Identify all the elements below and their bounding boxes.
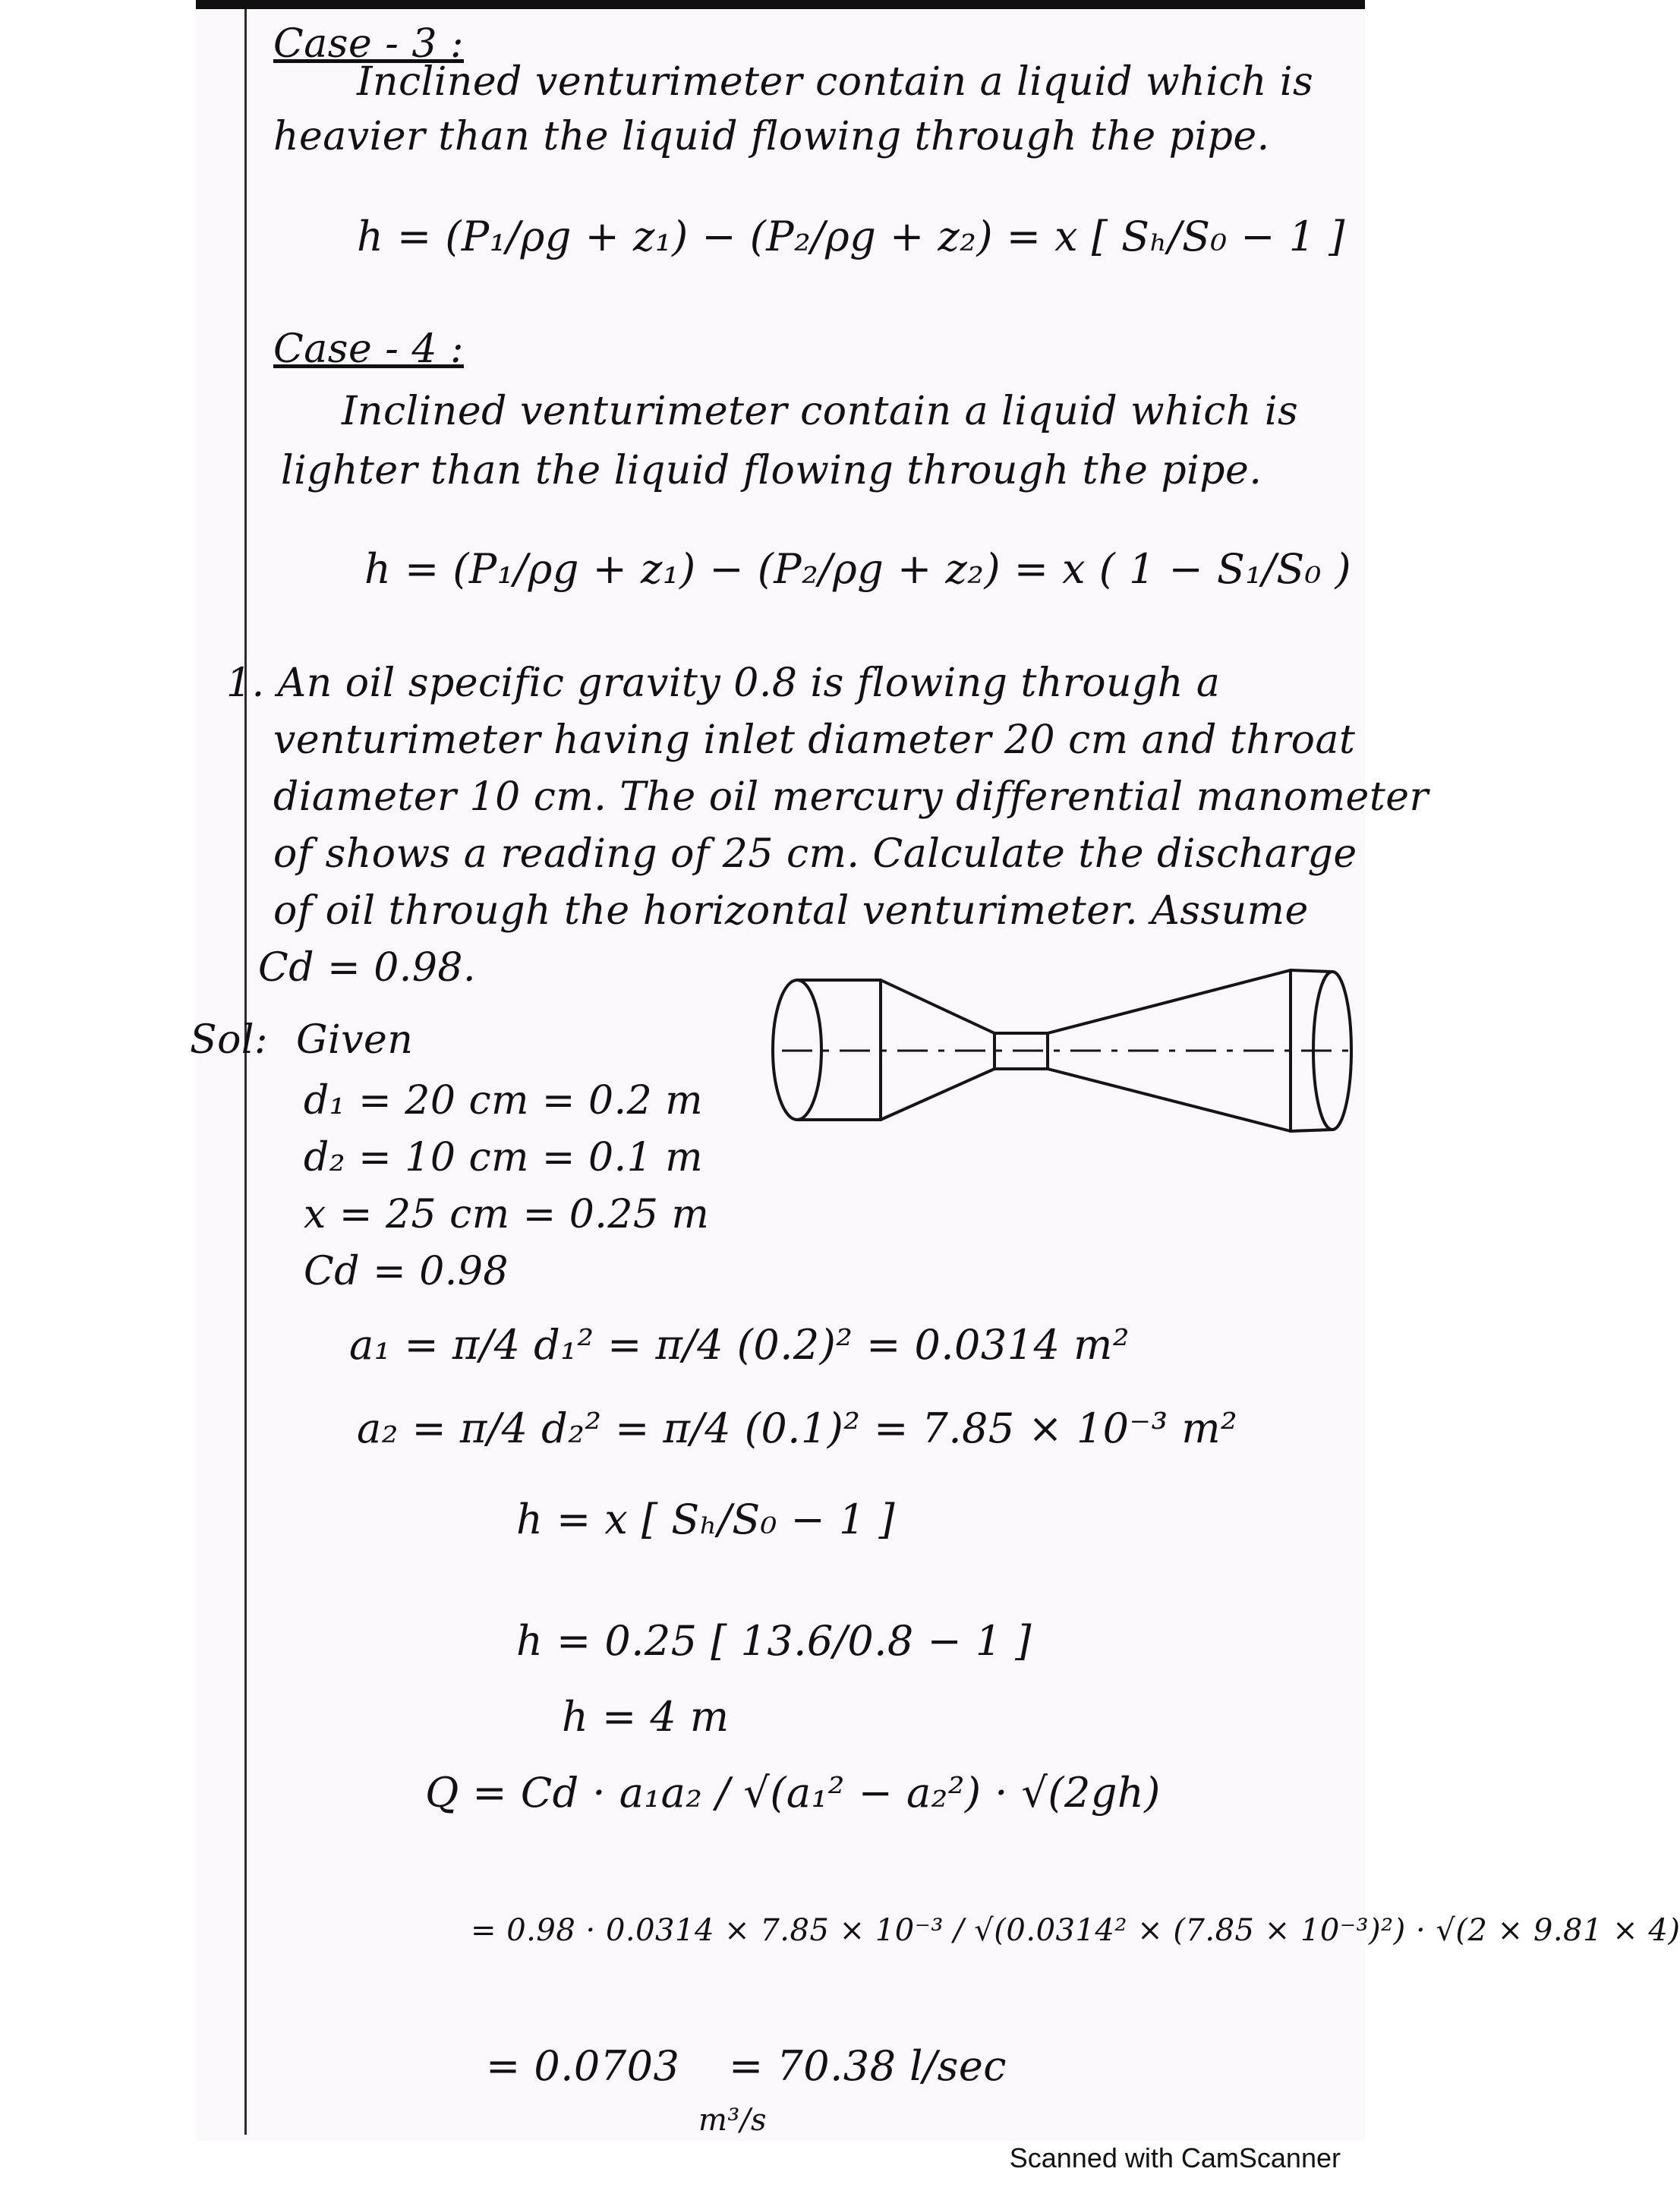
discharge-substitution: = 0.98 · 0.0314 × 7.85 × 10⁻³ / √(0.0314² × (7.85 × 10⁻³)²) · √(2 × 9.81 × 4) bbox=[471, 1913, 1680, 1948]
given-label: Given bbox=[296, 1017, 414, 1063]
problem-line1: 1. An oil specific gravity 0.8 is flowing through a bbox=[226, 660, 1221, 706]
case4-title: Case - 4 : bbox=[273, 326, 465, 372]
scan-right-margin bbox=[1365, 0, 1555, 2141]
given-cd: Cd = 0.98 bbox=[304, 1249, 509, 1294]
discharge-unit: m³/s bbox=[698, 2103, 767, 2138]
camscanner-watermark: Scanned with CamScanner bbox=[1009, 2142, 1341, 2173]
problem-line5: of oil through the horizontal venturimeter. Assume bbox=[273, 888, 1309, 934]
given-x: x = 25 cm = 0.25 m bbox=[304, 1192, 710, 1237]
head-value: h = 4 m bbox=[562, 1693, 730, 1741]
venturimeter-diagram bbox=[767, 955, 1366, 1145]
discharge-result: = 0.0703 bbox=[486, 2042, 680, 2090]
case3-text-line2: heavier than the liquid flowing through the pipe. bbox=[273, 114, 1270, 159]
case3-text-line1: Inclined venturimeter contain a liquid which is bbox=[357, 59, 1314, 105]
scan-left-margin bbox=[0, 0, 196, 2141]
case4-text-line1: Inclined venturimeter contain a liquid which is bbox=[342, 389, 1299, 434]
problem-line2: venturimeter having inlet diameter 20 cm and throat bbox=[273, 717, 1356, 763]
problem-line4: of shows a reading of 25 cm. Calculate the discharge bbox=[273, 831, 1357, 877]
head-substitution: h = 0.25 [ 13.6/0.8 − 1 ] bbox=[516, 1617, 1032, 1665]
discharge-formula: Q = Cd · a₁a₂ / √(a₁² − a₂²) · √(2gh) bbox=[425, 1769, 1161, 1817]
margin-rule bbox=[244, 9, 247, 2135]
case4-formula: h = (P₁/ρg + z₁) − (P₂/ρg + z₂) = x ( 1 − S₁/S₀ ) bbox=[364, 545, 1352, 593]
area-a2: a₂ = π/4 d₂² = π/4 (0.1)² = 7.85 × 10⁻³ m² bbox=[357, 1404, 1238, 1452]
discharge-litres: = 70.38 l/sec bbox=[729, 2042, 1007, 2090]
area-a1: a₁ = π/4 d₁² = π/4 (0.2)² = 0.0314 m² bbox=[349, 1321, 1130, 1369]
case3-formula: h = (P₁/ρg + z₁) − (P₂/ρg + z₂) = x [ Sₕ/S₀ − 1 ] bbox=[357, 213, 1345, 260]
problem-line3: diameter 10 cm. The oil mercury differential manometer bbox=[273, 774, 1429, 820]
problem-line6: Cd = 0.98. bbox=[258, 945, 477, 991]
case4-text-line2: lighter than the liquid flowing through the pipe. bbox=[281, 448, 1262, 493]
case3-title: Case - 3 : bbox=[273, 21, 465, 67]
head-formula: h = x [ Sₕ/S₀ − 1 ] bbox=[516, 1496, 896, 1543]
solution-label: Sol: bbox=[190, 1017, 269, 1063]
given-d2: d₂ = 10 cm = 0.1 m bbox=[304, 1135, 704, 1180]
given-d1: d₁ = 20 cm = 0.2 m bbox=[304, 1078, 704, 1124]
scan-top-edge bbox=[196, 0, 1555, 9]
